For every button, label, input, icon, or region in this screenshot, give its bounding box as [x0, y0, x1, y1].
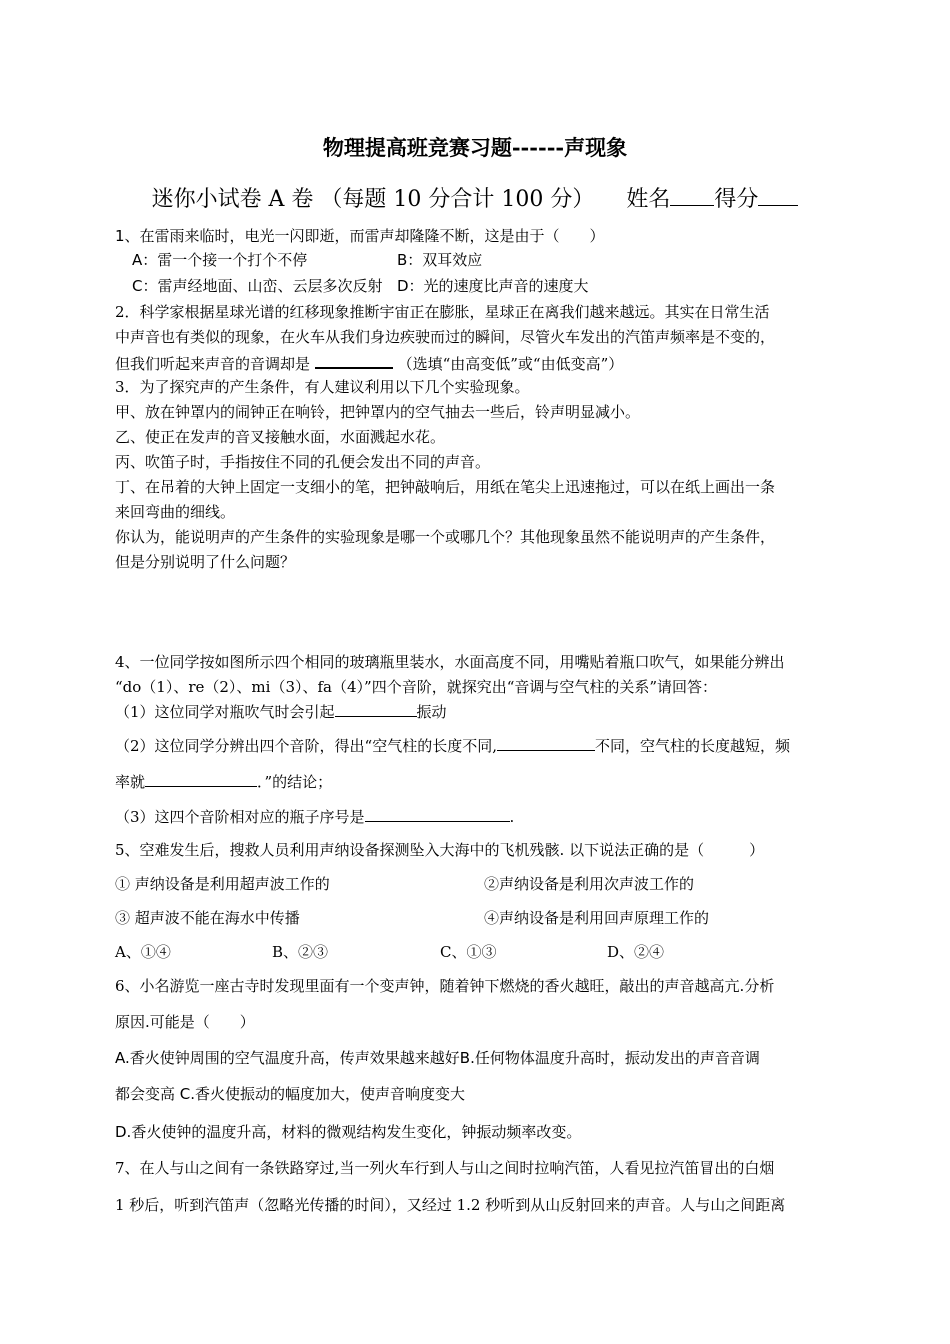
q1-option-b: B：双耳效应 [397, 251, 483, 269]
q1-stem: 1、在雷雨来临时，电光一闪即逝，而雷声却隆隆不断，这是由于（ ） [115, 227, 605, 245]
q5-statement-2: ②声纳设备是利用次声波工作的 [484, 875, 695, 893]
q6-option-d-text: 香火使钟的温度升高，材料的微观结构发生变化，钟振动频率改变。 [131, 1123, 582, 1141]
q4-part3 [115, 806, 514, 827]
q6-option-b-text: 任何物体温度升高时，振动发出的声音音调 [474, 1049, 760, 1067]
q2-line1: 2．科学家根据星球光谱的红移现象推断宇宙正在膨胀，星球正在离我们越来越远。其实在日常生活 [115, 303, 770, 321]
q6-options-row1 [115, 1048, 760, 1068]
q2-text-b: （选填“由高变低”或“由低变高”） [397, 355, 624, 373]
q5-stem: 5、空难发生后，搜救人员利用声纳设备探测坠入大海中的飞机残骸. 以下说法正确的是（ ） [115, 841, 765, 859]
q4-part3-text-b: . [509, 808, 515, 826]
q4-part2-text-c: 率就 [115, 773, 146, 791]
name-label: 姓名 [626, 187, 671, 212]
q6-line2: 原因.可能是（ ） [115, 1013, 255, 1031]
q3-item-jia: 甲、放在钟罩内的闹钟正在响铃，把钟罩内的空气抽去一些后，铃声明显减小。 [115, 403, 641, 421]
score-blank[interactable] [758, 187, 798, 206]
q4-part2 [115, 735, 790, 756]
q4-part1-blank[interactable] [335, 701, 417, 717]
q5-statement-1: ① 声纳设备是利用超声波工作的 [115, 875, 330, 893]
q6-option-a-text: 香火使钟周围的空气温度升高，传声效果越来越好 [129, 1049, 460, 1067]
q2-answer-blank[interactable] [315, 352, 393, 369]
q5-statement-3: ③ 超声波不能在海水中传播 [115, 909, 300, 927]
q1-option-d: D：光的速度比声音的速度大 [397, 277, 589, 295]
q4-line2: “do（1）、re（2）、mi（3）、fa（4）”四个音阶，就探究出“音调与空气柱的关系”请回答： [115, 678, 718, 696]
q7-line2: 1 秒后，听到汽笛声（忽略光传播的时间），又经过 1.2 秒听到从山反射回来的声音。人与山之间距离 [115, 1196, 786, 1214]
q4-part2-cont [115, 771, 332, 792]
q3-stem: 3．为了探究声的产生条件，有人建议利用以下几个实验现象。 [115, 378, 530, 396]
q6-options-row2 [115, 1084, 465, 1104]
name-blank[interactable] [670, 187, 714, 206]
q4-part2-blank1[interactable] [497, 735, 595, 751]
q4-part2-text-d: ．”的结论； [257, 773, 333, 791]
q2-text-a: 但我们听起来声音的音调却是 [115, 355, 311, 373]
q5-option-c: C、①③ [440, 943, 497, 961]
q4-part1 [115, 701, 447, 722]
q5-option-d: D、②④ [607, 943, 665, 961]
q6-line1: 6、小名游览一座古寺时发现里面有一个变声钟，随着钟下燃烧的香火越旺，敲出的声音越高亢.分析 [115, 977, 775, 995]
page-subtitle [0, 182, 950, 213]
q4-part2-blank2[interactable] [145, 771, 257, 787]
q5-option-b: B、②③ [272, 943, 329, 961]
q4-part1-text-a: （1）这位同学对瓶吹气时会引起 [115, 703, 335, 721]
q2-line2: 中声音也有类似的现象，在火车从我们身边疾驶而过的瞬间，尽管火车发出的汽笛声频率是不变的， [115, 328, 776, 346]
subtitle-text: 迷你小试卷 A 卷 （每题 10 分合计 100 分） [151, 187, 595, 212]
q4-part2-text-b: 不同，空气柱的长度越短，频 [594, 737, 790, 755]
q3-question-line1: 你认为，能说明声的产生条件的实验现象是哪一个或哪几个？其他现象虽然不能说明声的产生条件， [115, 528, 776, 546]
q7-line1: 7、在人与山之间有一条铁路穿过,当一列火车行到人与山之间时拉响汽笛，人看见拉汽笛冒出的白烟 [115, 1159, 775, 1177]
q6-options-row3 [115, 1122, 581, 1142]
q4-part3-blank[interactable] [365, 806, 510, 822]
q6-option-d-label: D. [115, 1123, 132, 1141]
q2-line3 [115, 352, 623, 374]
q4-part1-text-b: 振动 [416, 703, 447, 721]
q5-option-a: A、①④ [115, 943, 171, 961]
q3-item-bing: 丙、吹笛子时，手指按住不同的孔便会发出不同的声音。 [115, 453, 491, 471]
q5-statement-4: ④声纳设备是利用回声原理工作的 [484, 909, 710, 927]
q3-item-ding-line2: 来回弯曲的细线。 [115, 503, 236, 521]
q1-option-c: C：雷声经地面、山峦、云层多次反射 [132, 277, 383, 295]
q6-option-c-text: 香火使振动的幅度加大，使声音响度变大 [195, 1085, 466, 1103]
q6-option-c-label: C. [179, 1085, 196, 1103]
q4-line1: 4、一位同学按如图所示四个相同的玻璃瓶里装水，水面高度不同，用嘴贴着瓶口吹气，如果能分辨出 [115, 653, 785, 671]
q3-question-line2: 但是分别说明了什么问题？ [115, 553, 296, 571]
q6-option-b-label: B. [459, 1049, 475, 1067]
page-title: 物理提高班竞赛习题------声现象 [322, 135, 628, 160]
q4-part2-text-a: （2）这位同学分辨出四个音阶，得出“空气柱的长度不同, [115, 737, 497, 755]
q4-part3-text-a: （3）这四个音阶相对应的瓶子序号是 [115, 808, 365, 826]
q6-option-b-text-cont: 都会变高 [115, 1085, 176, 1103]
q3-item-yi: 乙、使正在发声的音叉接触水面，水面溅起水花。 [115, 428, 446, 446]
q6-option-a-label: A. [115, 1049, 130, 1067]
q3-item-ding-line1: 丁、在吊着的大钟上固定一支细小的笔，把钟敲响后，用纸在笔尖上迅速拖过，可以在纸上画出一条 [115, 478, 776, 496]
q1-option-a: A：雷一个接一个打个不停 [132, 251, 308, 269]
score-label: 得分 [714, 187, 759, 212]
